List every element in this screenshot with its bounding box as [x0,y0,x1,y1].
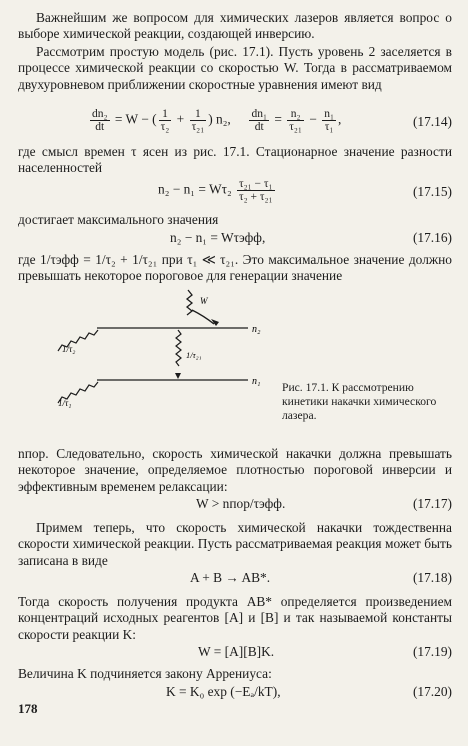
paragraph-product-rate: Тогда скорость получения продукта AB* определяется произведением концентраций исходных реагентов [A] и [B] и так называемой константы скорости реакции K: [18,594,452,642]
paragraph-maximum: достигает максимального значения [18,212,219,227]
equation-17-16: n₂ − n₁ = Wτэфф, (17.16) [170,230,452,245]
label-tau1: 1/τ₁ [58,398,72,408]
equation-17-20: K = K₀ exp (−Eₐ/kT), (17.20) [166,684,452,699]
equation-number: (17.19) [412,644,452,659]
equation-17-17: W > nпор/τэфф. (17.17) [196,496,452,511]
label-n2: n₂ [252,324,261,335]
paragraph-intro: Важнейшим же вопросом для химических лазеров является вопрос о выборе химической реакции, создающей инверсию. [18,10,452,42]
equation-17-15: n₂ − n₁ = Wτ₂ $\frac{\text{τ₂₁ − τ₁}}{\text{τ₂ + τ₂₁}}$ (17.15) [158,178,452,203]
equation-number: (17.15) [412,184,452,199]
paragraph-stationary: где смысл времен τ ясен из рис. 17.1. Стационарное значение разности населенностей [18,144,452,176]
equation-number: (17.16) [412,230,452,245]
level-diagram [40,282,280,432]
equation-17-14 [18,108,452,136]
equation-17-18: A + B → AB*. (17.18) [190,570,452,585]
paragraph-model: Рассмотрим простую модель (рис. 17.1). Пусть уровень 2 заселяется в процессе химической реакции со скоростью W. Тогда в рассматриваемом двухуровневом приближении скоростные уравнения имеют вид [18,44,452,92]
paragraph-reaction: Примем теперь, что скорость химической накачки тождественна скорости химической реакции. Пусть рассматриваемая реакция может быть записана в виде [18,520,452,568]
equation-number: (17.17) [412,496,452,511]
equation-number: (17.14) [412,114,452,129]
label-tau2: 1/τ₂ [62,344,76,354]
label-w: W [200,296,208,306]
paragraph-pump-rate: nпор. Следовательно, скорость химической накачки должна превышать некоторое значение, определяемое плотностью пороговой инверсии и эффективным временем релаксации: [18,446,452,494]
paragraph-threshold: где 1/τэфф = 1/τ₂ + 1/τ₂₁ при τ₁ ≪ τ₂₁. Это максимальное значение должно превышать некоторое пороговое для генерации значение [18,252,452,284]
equation-number: (17.18) [412,570,452,585]
label-n1: n₁ [252,376,261,387]
page-number: 178 [18,701,38,716]
paragraph-arrhenius: Величина K подчиняется закону Аррениуса: [18,666,272,681]
relaxation-wavy-line [176,330,181,366]
equation-17-19: W = [A][B]K. (17.19) [198,644,452,659]
pump-wavy-arrow [187,290,192,315]
equation-number: (17.20) [412,684,452,699]
figure-caption: Рис. 17.1. К рассмотрению кинетики накачки химического лазера. [282,381,437,422]
label-tau21: 1/τ₂₁ [186,350,202,360]
equation-17-14-body: $\frac{\text{dn₂}}{dt}$ = W − ( $\frac{1}{\text{τ₂}}$ + $\frac{1}{\text{τ₂₁}}$ ) n₂, $\frac{\text{dn₁}}{dt}$ = $\frac{\text{n₂}}{\text{τ₂₁}}$ − $\frac{\text{n₁}}{\text{τ₁}}$ , [92,108,342,133]
